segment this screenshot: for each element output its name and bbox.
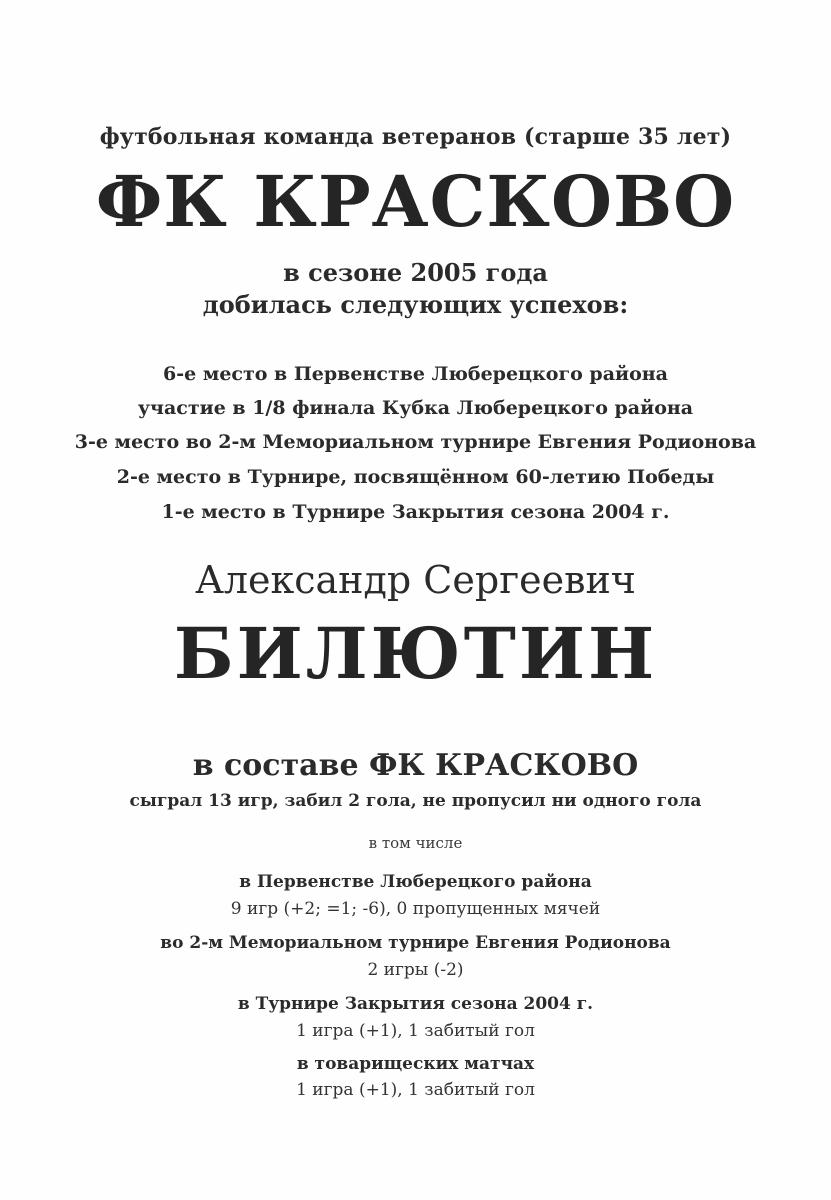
- achievement-item: участие в 1/8 финала Кубка Люберецкого района: [137, 397, 694, 419]
- including-label: в том числе: [368, 834, 463, 852]
- achievement-item: 1-е место в Турнире Закрытия сезона 2004 г.: [161, 501, 670, 523]
- achievement-item: 3-е место во 2-м Мемориальном турнире Евгения Родионова: [74, 431, 757, 453]
- achievements-intro: добилась следующих успехов:: [202, 290, 629, 319]
- competition-name: в Турнире Закрытия сезона 2004 г.: [237, 994, 594, 1014]
- player-first-middle-name: Александр Сергеевич: [195, 558, 636, 602]
- achievement-item: 6-е место в Первенстве Люберецкого района: [163, 363, 668, 385]
- competition-name: в товарищеских матчах: [296, 1054, 535, 1074]
- achievement-item: 2-е место в Турнире, посвящённом 60-летию Победы: [116, 466, 715, 488]
- competition-stats: 9 игр (+2; =1; -6), 0 пропущенных мячей: [230, 899, 601, 919]
- competition-stats: 1 игра (+1), 1 забитый гол: [296, 1021, 535, 1041]
- club-title: ФК КРАСКОВО: [95, 160, 736, 243]
- season-line: в сезоне 2005 года: [283, 258, 548, 287]
- player-last-name: БИЛЮТИН: [173, 612, 658, 695]
- player-summary: сыграл 13 игр, забил 2 гола, не пропусил ни одного гола: [129, 791, 702, 811]
- team-line: в составе ФК КРАСКОВО: [192, 748, 639, 783]
- competition-stats: 1 игра (+1), 1 забитый гол: [296, 1080, 535, 1100]
- competition-name: в Первенстве Люберецкого района: [239, 872, 592, 892]
- team-description: футбольная команда ветеранов (старше 35 лет): [99, 124, 732, 150]
- competition-name: во 2-м Мемориальном турнире Евгения Родионова: [160, 933, 671, 953]
- competition-stats: 2 игры (-2): [367, 960, 464, 980]
